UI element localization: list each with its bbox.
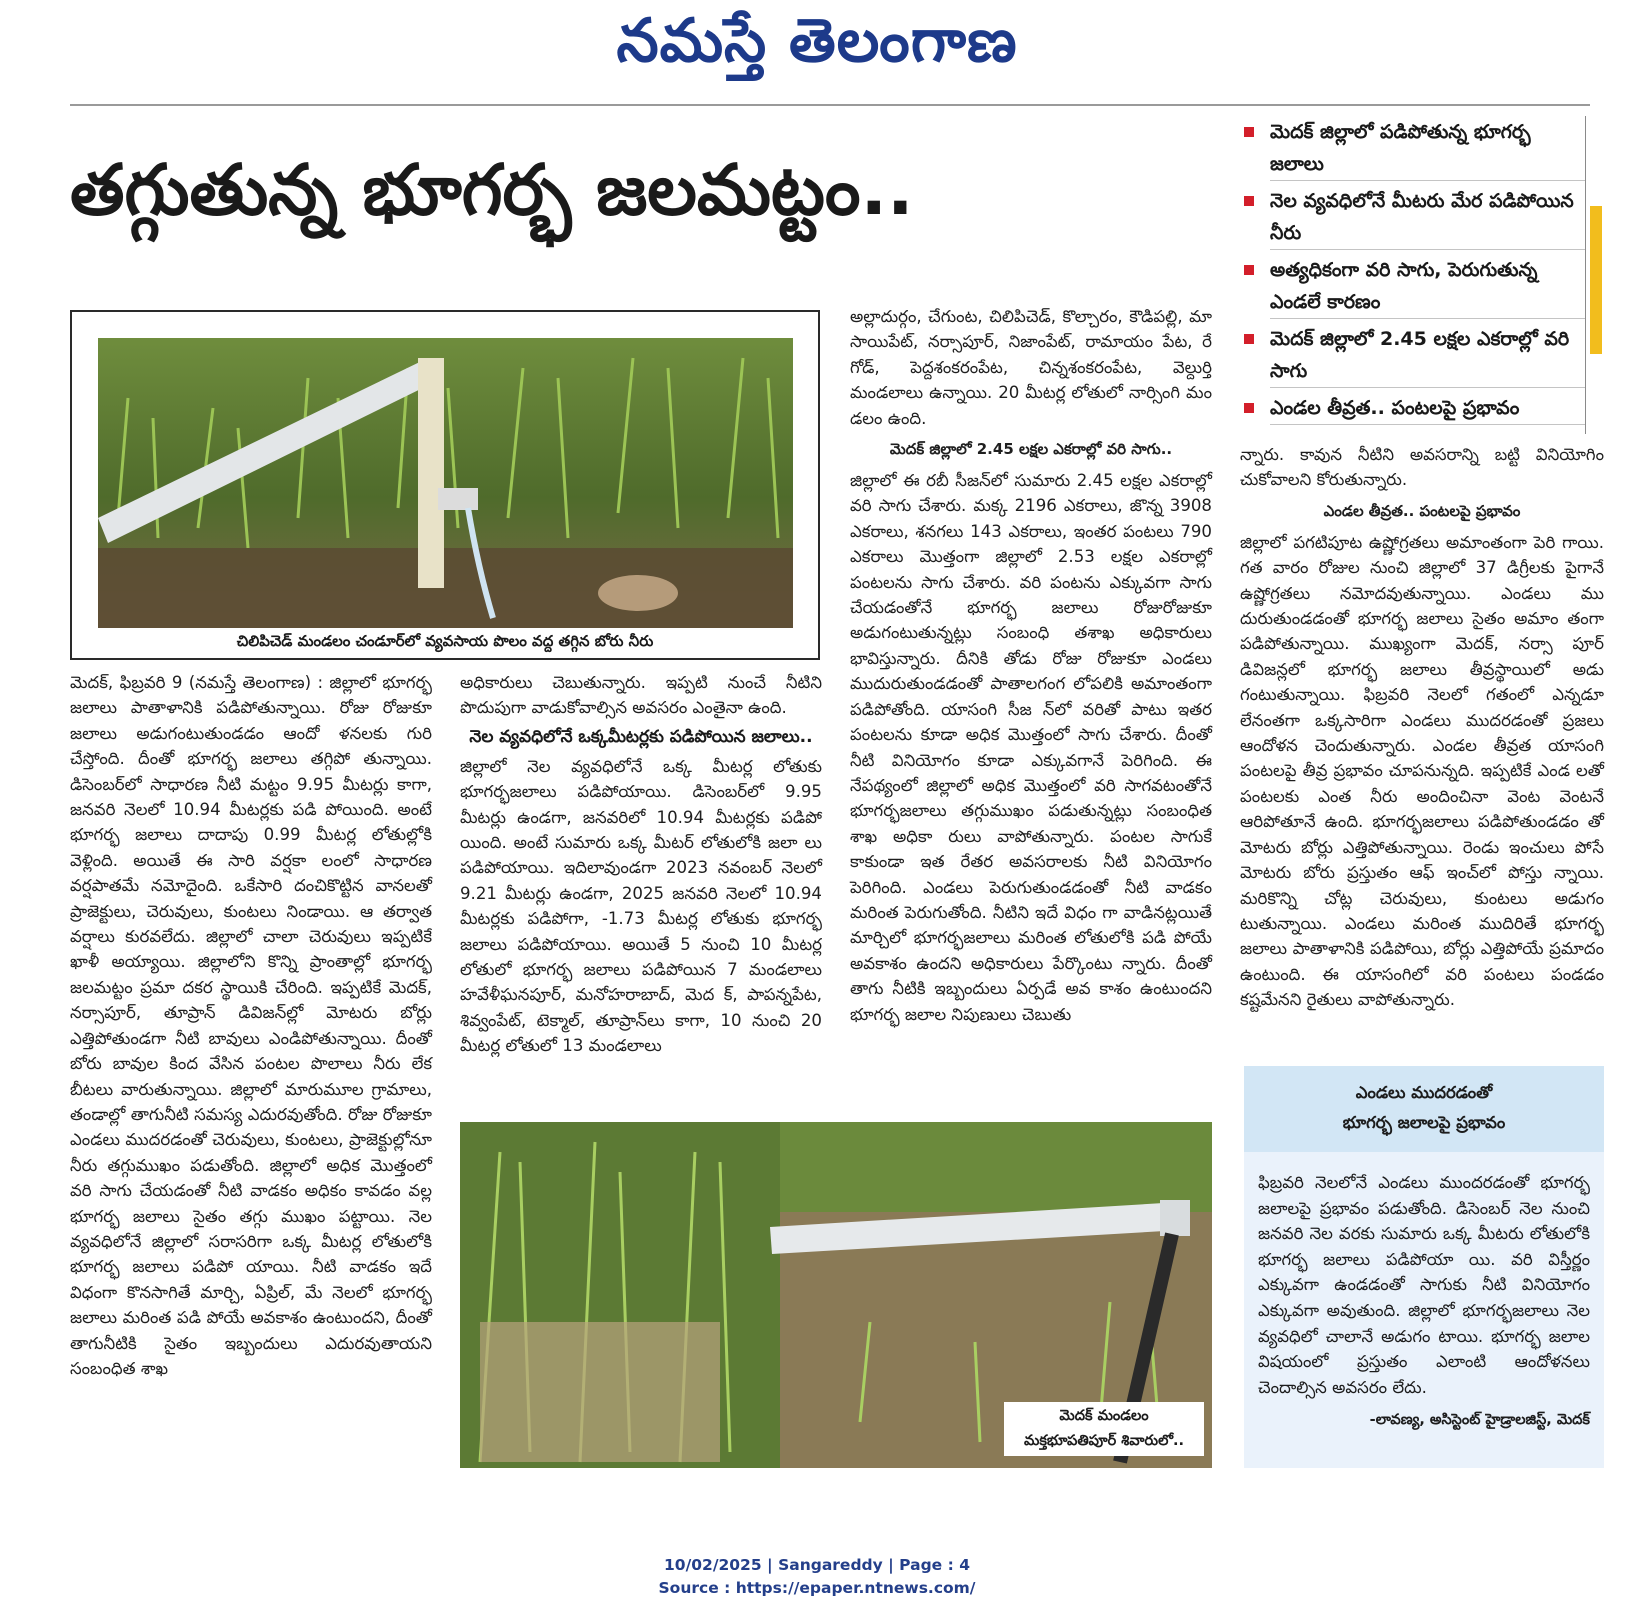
column-3-body: జిల్లాలో ఈ రబీ సీజన్‌లో సుమారు 2.45 లక్షల ఎకరాల్లో వరి సాగు చేశారు. మక్క 2196 ఎకరాలు, జొన్న 3908 ఎకరాలు, శనగలు 143 ఎకరాలు, ఇంతర పంటలు 790 ఎకరాలు మొత్తంగా జిల్లాలో 2.53 లక్షల ఎకరాల్లో పంటలను సాగు చేశారు. వరి పంటను ఎక్కువగా సాగు చేయడంతోనే భూగర్భ జలాలు రోజురోజుకూ అడుగంటుతున్నట్లు సంబంధి తశాఖ అధికారులు భావిస్తున్నారు. దీనికి తోడు రోజు రోజుకూ ఎండలు ముదురుతుండడంతో పాతాలగంగ లోపలికి అమాంతంగా పడిపోతోంది. యాసంగి సీజ న్‌లో వరితో పాటు ఇతర పంటలను కూడా అధిక మొత్తంలో సాగు చేశారు. దీంతో నీటి వినియోగం కూడా ఎక్కువగానే పెరిగింది. ఈ నేపథ్యంలో జిల్లాలో అధిక మొత్తంలో వరి సాగవటంతోనే భూగర్భజలాలు తగ్గుముఖం పడుతున్నట్లు సంబంధిత శాఖ అధికా రులు వాపోతున్నారు. పంటల సాగుకే కాకుండా ఇత రేతర అవసరాలకు నీటి వినియోగం పెరిగింది. ఎండలు పెరుగుతుండడంతో నీటి వాడకం మరింత పెరుగుతోంది. నీటిని ఇదే విధం గా వాడినట్లయితే మార్చిలో భూగర్భజలాలు మరింత లోతులోకి పడి పోయే అవకాశం ఉందని అధికారులు పేర్కొంటు న్నారు. దీంతో తాగు నీటికి ఇబ్బందులు ఏర్పడే అవ కాశం ఉంటుందని భూగర్భ జలాల నిపుణులు చెబుతు <box>850 471 1212 1024</box>
photo-paddy-field-pipe <box>70 310 820 660</box>
quote-box-signature: -లావణ్య, అసిస్టెంట్ హైడ్రాలజిస్ట్, మెదక్ <box>1369 1412 1590 1429</box>
article-column-1 <box>70 670 432 1381</box>
highlight-item: నెల వ్యవధిలోనే మీటరు మేర పడిపోయిన నీరు <box>1240 185 1585 250</box>
photo2-caption-line1: మెదక్ మండలం <box>1059 1408 1149 1424</box>
bullet-square-icon <box>1244 265 1254 275</box>
photo1-caption: చిలిపిచెడ్ మండలం చండూర్‌లో వ్యవసాయ పొలం వద్ద తగ్గిన బోరు నీరు <box>236 632 654 650</box>
highlight-item: మెదక్ జిల్లాలో 2.45 లక్షల ఎకరాల్లో వరి సాగు <box>1240 323 1585 388</box>
quote-box-body: ఫిబ్రవరి నెలలోనే ఎండలు ముందరడంతో భూగర్భ జలాలపై ప్రభావం పడుతోంది. డిసెంబర్ నెల నుంచి జనవరి నెల వరకు సుమారు ఒక్క మీటరు లోతులోకి భూగర్భ జలాలు పడిపోయా యి. వరి విస్తీర్ణం ఎక్కువగా ఉండడంతో సాగుకు నీటి వినియోగం ఎక్కువగా అవుతుంది. జిల్లాలో భూగర్భజలాలు నెల వ్యవధిలో చాలానే అడుగం టాయి. భూగర్భ జలాల విషయంలో ప్రస్తుతం ఎలాంటి ఆందోళనలు చెందాల్సిన అవసరం లేదు. <box>1258 1173 1590 1397</box>
quote-box-title-line2: భూగర్భ జలాలపై ప్రభావం <box>1342 1113 1506 1132</box>
photo2-caption <box>1004 1402 1204 1456</box>
bullet-square-icon <box>1244 127 1254 137</box>
quote-box-title-line1: ఎండలు ముదరడంతో <box>1355 1083 1493 1102</box>
photo2-caption-line2: మక్తభూపతిపూర్ శివారులో.. <box>1023 1433 1185 1449</box>
footer-source: Source : https://epaper.ntnews.com/ <box>658 1579 976 1597</box>
column-3-intro: అల్లాదుర్గం, చేగుంట, చిలిపిచెడ్, కొల్చారం, కౌడిపల్లి, మా సాయిపేట్, నర్సాపూర్, నిజాంపేట్, రామాయం పేట, రే గోడ్, పెద్దశంకరంపేట, చిన్నశంకరంపేట, వెల్దుర్తి మండలాలు ఉన్నాయి. 20 మీటర్ల లోతులో నార్సింగి మం డలం ఉంది. <box>850 307 1212 428</box>
column-2-body: జిల్లాలో నెల వ్యవధిలోనే ఒక్క మీటర్ల లోతుకు భూగర్భజలాలు పడిపోయాయి. డిసెంబర్‌లో 9.95 మీటర్లు ఉండగా, జనవరిలో 10.94 మీటర్లకు పడిపో యింది. అంటే సుమారు ఒక్క మీటర్ లోతులోకి జలా లు పడిపోయాయి. ఇదిలావుండగా 2023 నవంబర్ నెలలో 9.21 మీటర్లు ఉండగా, 2025 జనవరి నెలలో 10.94 మీటర్లకు పడిపోగా, -1.73 మీటర్ల లోతుకు భూగర్భ జలాలు పడిపోయాయి. అయితే 5 నుంచి 10 మీటర్ల లోతులో భూగర్భ జలాలు పడిపోయిన 7 మండలాలు హవేళీఘనపూర్, మనోహరాబాద్, మెద క్, పాపన్నపేట, శివ్వంపేట్, టెక్మాల్, తూప్రాన్‌లు కాగా, 10 నుంచి 20 మీటర్ల లోతులో 13 మండలాలు <box>460 756 822 1056</box>
column-2-intro: అధికారులు చెబుతున్నారు. ఇప్పటి నుంచే నీటిని పొదుపుగా వాడుకోవాల్సిన అవసరం ఎంతైనా ఉంది. <box>460 673 822 718</box>
quote-box-title <box>1244 1066 1604 1152</box>
highlight-item: మెదక్ జిల్లాలో పడిపోతున్న భూగర్భ జలాలు <box>1240 116 1585 181</box>
section-subheading: ఎండల తీవ్రత.. పంటలపై ప్రభావం <box>1323 501 1521 520</box>
expert-quote-box <box>1244 1066 1604 1468</box>
highlight-item: అత్యధికంగా వరి సాగు, పెరుగుతున్న ఎండలే కారణం <box>1240 254 1585 319</box>
article-column-2 <box>460 670 822 1059</box>
bullet-square-icon <box>1244 334 1254 344</box>
bullet-square-icon <box>1244 196 1254 206</box>
headline: తగ్గుతున్న భూగర్భ జలమట్టం.. <box>70 149 914 231</box>
highlight-item: ఎండల తీవ్రత.. పంటలపై ప్రభావం <box>1240 392 1585 425</box>
footer-date-edition: 10/02/2025 | Sangareddy | Page : 4 <box>664 1556 970 1574</box>
page-footer <box>0 1554 1634 1600</box>
section-subheading: నెల వ్యవధిలోనే ఒక్కమీటర్లకు పడిపోయిన జలాలు.. <box>469 726 813 747</box>
article-column-4 <box>1240 442 1604 1013</box>
masthead-logo: నమస్తే తెలంగాణ <box>616 6 1018 76</box>
article-column-3 <box>850 304 1212 1027</box>
column-4-intro: న్నారు. కావున నీటిని అవసరాన్ని బట్టి వినియోగిం చుకోవాలని కోరుతున్నారు. <box>1240 445 1604 490</box>
header-divider <box>70 104 1590 106</box>
accent-bar <box>1590 206 1602 354</box>
section-subheading: మెదక్ జిల్లాలో 2.45 లక్షల ఎకరాల్లో వరి సాగు.. <box>889 440 1173 459</box>
paddy-field-pipe-image <box>98 338 793 628</box>
column-1-text: మెదక్, ఫిబ్రవరి 9 (నమస్తే తెలంగాణ) : జిల్లాలో భూగర్భ జలాలు పాతాళానికి పడిపోతున్నాయి. రోజు రోజుకూ జలాలు అడుగంటుతుండడం ఆందో ళనలకు గురి చేస్తోంది. దీంతో భూగర్భ జలాలు తగ్గిపో తున్నాయి. డిసెంబర్‌లో సాధారణ నీటి మట్టం 9.95 మీటర్లు కాగా, జనవరి నెలలో 10.94 మీటర్లకు పడి పోయింది. అంటే భూగర్భ జలాలు దాదాపు 0.99 మీటర్ల లోతుల్లోకి వెళ్లింది. అయితే ఈ సారి వర్షకా లంలో సాధారణ వర్షపాతమే నమోదైంది. ఒకేసారి దంచికొట్టిన వానలతో ప్రాజెక్టులు, చెరువులు, కుంటలు నిండాయి. ఆ తర్వాత వర్షాలు కురవలేదు. జిల్లాలో చాలా చెరువులు ఇప్పటికే ఖాళీ అయ్యాయి. జిల్లాలోని కొన్ని ప్రాంతాల్లో భూగర్భ జలమట్టం ప్రమా దకర స్థాయికి చేరింది. ఇప్పటికే మెదక్, నర్సాపూర్, తూప్రాన్ డివిజన్‌ల్లో మోటరు బోర్లు ఎత్తిపోతుండగా నీటి బావులు ఎండిపోతున్నాయి. దీంతో బోరు బావుల కింద వేసిన పంటల పొలాలు నీరు లేక బీటలు వారుతున్నాయి. జిల్లాలో మారుమూల గ్రామాలు, తండాల్లో తాగునీటి సమస్య ఎదురవుతోంది. రోజు రోజుకూ ఎండలు ముదరడంతో చెరువులు, కుంటలు, ప్రాజెక్టుల్లోనూ నీరు తగ్గుముఖం పడుతోంది. జిల్లాలో అధిక మొత్తంలో వరి సాగు చేయడంతో నీటి వాడకం అధికం కావడం వల్ల భూగర్భ జలాలు సైతం తగ్గు ముఖం పట్టాయి. నెల వ్యవధిలోనే జిల్లాలో సరాసరిగా ఒక్క మీటర్ల లోతులోకి భూగర్భ జలాలు పడిపో యాయి. నీటి వాడకం ఇదే విధంగా కొనసాగితే మార్చి, ఏప్రిల్, మే నెలలో భూగర్భ జలాలు మరింత పడి పోయే అవకాశం ఉంటుందని, దీంతో తాగునీటికి సైతం ఇబ్బందులు ఎదురవుతాయని సంబంధిత శాఖ <box>70 673 432 1378</box>
bullet-square-icon <box>1244 403 1254 413</box>
highlights-list <box>1240 116 1586 434</box>
column-4-body: జిల్లాలో పగటిపూట ఉష్ణోగ్రతలు అమాంతంగా పెరి గాయి. గత వారం రోజుల నుంచి జిల్లాలో 37 డిగ్రీలకు పైగానే ఉష్ణోగ్రతలు నమోదవుతున్నాయి. ఎండలు ము దురుతుండడంతో భూగర్భ జలాలు సైతం అమాం తంగా పడిపోతున్నాయి. ముఖ్యంగా మెదక్, నర్సా పూర్ డివిజన్లలో భూగర్భ జలాలు తీవ్రస్థాయిలో అడు గంటుతున్నాయి. ఫిబ్రవరి నెలలో గతంలో ఎన్నడూ లేనంతగా ఒక్కసారిగా ఎండలు ముదరడంతో ప్రజలు ఆందోళన చెందుతున్నారు. ఎండల తీవ్రత యాసంగి పంటలపై తీవ్ర ప్రభావం చూపనున్నది. ఇప్పటికే ఎండ లతో పంటలకు ఎంత నీరు అందించినా వెంట వెంటనే ఆరిపోతూనే ఉంది. భూగర్భజలాలు పడిపోతుండడం తో మోటరు బోర్లు ఎత్తిపోతున్నాయి. రెండు ఇంచులు పోసే మోటరు బోరు ప్రస్తుతం ఆఫ్ ఇంచ్‌లో పోస్తు న్నాయి. మరికొన్ని చోట్ల చెరువులు, కుంటలు అడుగం టుతున్నాయి. ఎండలు మరింత ముదిరితే భూగర్భ జలాలు పాతాళానికి పడిపోయి, బోర్లు ఎత్తిపోయే ప్రమాదం ఉంటుంది. ఈ యాసంగిలో వరి పంటలు పండడం కష్టమేనని రైతులు వాపోతున్నారు. <box>1240 532 1604 1010</box>
